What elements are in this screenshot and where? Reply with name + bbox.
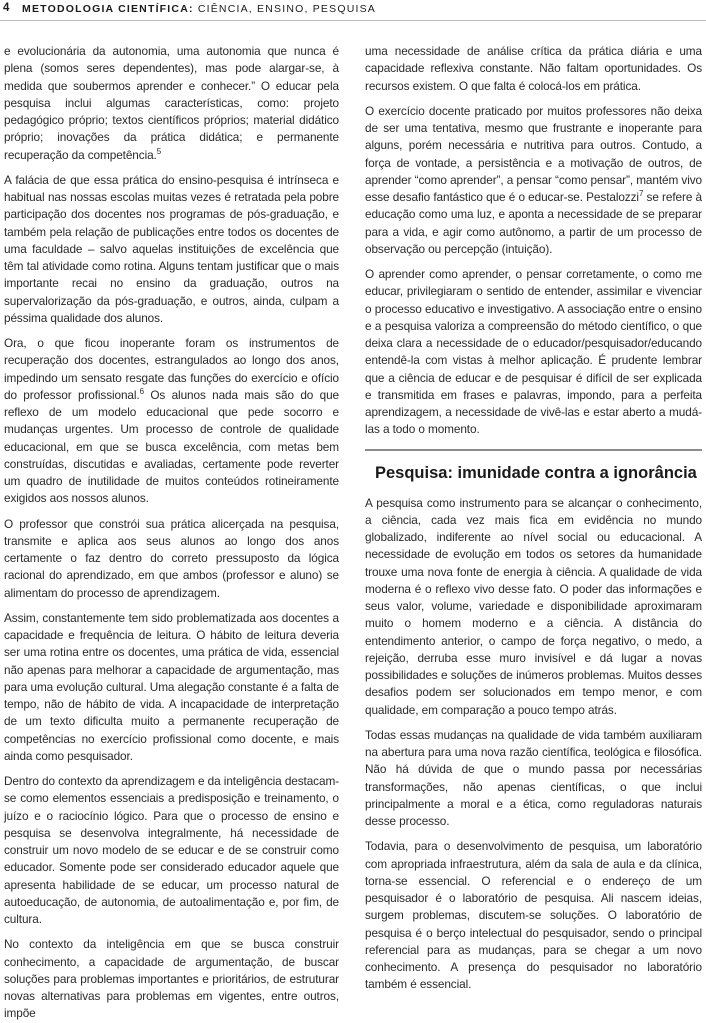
running-header xyxy=(0,0,706,21)
paragraph xyxy=(4,172,339,327)
right-column xyxy=(365,43,702,1000)
paragraph-text: Os alunos nada mais são do que reflexo de um modelo educacional que pede socorro e mudanças urgentes. Um processo de controle de qualidade educacional, em que se busca excelência, com metas bem construídas, discutidas e avaliadas, certamente pode reverter um quadro de inutilidade de muitos conteúdos rotineiramente exigidos aos nossos alunos. xyxy=(4,387,340,506)
paragraph-text: A falácia de que essa prática do ensino-pesquisa é intrínseca e habitual nas nossas escolas muitas vezes é retratada pela pobre participação dos docentes nos programas de pós-graduação, e também pela relação de publicações entre todos os docentes de uma faculdade – salvo aquelas instituições de excelência que têm tal atividade como rotina. Alguns tentam justificar que o mais importante recai no ensino da graduação, outros na supervalorização da pós-graduação, e outros, ainda, culpam a péssima qualidade dos alunos. xyxy=(4,172,339,325)
paragraph-text: Ora, o que ficou inoperante foram os instrumentos de recuperação dos docentes, estrangulados ao longo dos anos, impedindo um sensato resgate das funções do exercício e ofício do professor profissional. xyxy=(4,336,339,402)
running-title xyxy=(22,3,376,15)
paragraph-text: O aprender como aprender, o pensar corretamente, o como me educar, privilegiaram o sentido de entender, assimilar e vivenciar o processo educativo e investigativo. A associação entre o ensino e a pesquisa valoriza a compreensão do método científico, o que deixa clara a necessidade de o educador/pesquisador/educando entendê-la com vistas à melhor aplicação. É prudente lembrar que a ciência de educar e de pesquisar é difícil de ser explicada e transmitida em frases e palavras, impondo, para a perfeita aprendizagem, a necessidade de vivê-las e estar aberto a mudá-las a todo o momento. xyxy=(365,267,702,437)
paragraph-text: No contexto da inteligência em que se busca construir conhecimento, a capacidade de argumentação, de buscar soluções para problemas importantes e prioritários, de estruturar novas alternativas para problemas em vigentes, entre outros, impõe xyxy=(4,937,339,1021)
paragraph xyxy=(365,266,702,439)
paragraph-text: O professor que constrói sua prática alicerçada na pesquisa, transmite e aplica aos seus alunos ao longo dos anos certamente o faz dentro do correto pressuposto da lógica racional do aprendizado, em que ambos (professor e aluno) se alimentam do processo de aprendizagem. xyxy=(4,516,339,600)
paragraph-text: se refere à educação como uma luz, e aponta a necessidade de se preparar para a vida, e agir como autônomo, a partir de um processo de observação ou percepção (intuição). xyxy=(365,190,702,256)
paragraph xyxy=(365,43,702,95)
paragraph xyxy=(4,43,339,164)
running-title-bold: METODOLOGIA CIENTÍFICA: xyxy=(22,3,194,15)
paragraph xyxy=(4,335,339,508)
paragraph xyxy=(4,773,339,928)
paragraph xyxy=(365,838,702,993)
paragraph xyxy=(4,610,339,765)
footnote-ref: 7 xyxy=(638,189,644,199)
paragraph-text: O exercício docente praticado por muitos professores não deixa de ser uma tentativa, mesmo que frustrante e inoperante para alguns, porém necessária e nutritiva para outros. Contudo, a força de vontade, a persistência e a motivação de outros, de aprender “como aprender”, a pensar “como pensar”, mantém vivo esse desafio fantástico que é o educar-se. Pestalozzi xyxy=(365,103,702,204)
paragraph xyxy=(365,103,702,258)
paragraph-text: A pesquisa como instrumento para se alcançar o conhecimento, a ciência, cada vez mais fica em evidência no mundo globalizado, indiferente ao nível social ou educacional. A necessidade de evolução em todos os setores da humanidade trouxe uma nova fonte de energia à ciência. A qualidade de vida moderna é o reflexo vivo desse fato. O poder das informações e seus valor, volume, variedade e disponibilidade aproximaram muito o homem moderno e a ciência. A distância do entendimento anterior, o campo de força negativo, o medo, a rejeição, derruba esse muro invisível e dá lugar a novas possibilidades e soluções de inúmeros problemas. Muitos desses desafios podem ser solucionados em tempo menor, e com qualidade, em comparação a pouco tempo atrás. xyxy=(365,495,702,717)
footnote-ref: 6 xyxy=(139,386,144,396)
paragraph-text: Todas essas mudanças na qualidade de vida também auxiliaram na abertura para uma nova razão científica, teológica e filosófica. Não há dúvida de que o mundo passa por necessárias transformações, não apenas científicas, o que inclui principalmente a moral e a ética, como reguladoras naturais desse processo. xyxy=(365,727,702,828)
paragraph xyxy=(365,495,702,719)
paragraph-text: Assim, constantemente tem sido problematizada aos docentes a capacidade e frequência de leitura. O hábito de leitura deveria ser uma rotina entre os docentes, uma prática de vida, essencial não apenas para melhorar a capacidade de argumentação, mas para uma evolução cultural. Uma alegação constante é a falta de tempo, não de hábito de vida. A incapacidade de interpretação de um texto dificulta muito a permanente recuperação de competências no exercício profissional como docente, e mais ainda como pesquisador. xyxy=(4,610,339,763)
section-title: Pesquisa: imunidade contra a ignorância xyxy=(365,449,702,483)
paragraph-text: uma necessidade de análise crítica da prática diária e uma capacidade reflexiva constante. Não faltam oportunidades. Os recursos existem. O que falta é colocá-los em prática. xyxy=(365,44,702,93)
paragraph-text: e evolucionária da autonomia, uma autonomia que nunca é plena (somos seres dependentes), mas pode alargar-se, à medida que soubermos aprender e conhecer.” O educar pela pesquisa inclui algumas características, como: projeto pedagógico próprio; textos científicos próprios; material didático próprio; inovações da prática didática; e permanente recuperação da competência. xyxy=(4,44,339,162)
paragraph-text: Todavia, para o desenvolvimento de pesquisa, um laboratório com apropriada infraestrutura, além da sala de aula e da clínica, torna-se essencial. O referencial e o endereço de um pesquisador é o laboratório de pesquisa. Ali nascem ideias, surgem problemas, discutem-se soluções. O laboratório de pesquisa é o berço intelectual do pesquisador, sendo o principal referencial para as mudanças, para se chegar a um novo conhecimento. A presença do pesquisador no laboratório também é essencial. xyxy=(365,839,702,992)
paragraph xyxy=(4,516,339,602)
footnote-ref: 5 xyxy=(156,146,162,156)
paragraph xyxy=(4,936,339,1022)
left-column xyxy=(4,43,340,1021)
paragraph xyxy=(365,727,702,831)
running-title-rest: CIÊNCIA, ENSINO, PESQUISA xyxy=(197,3,377,15)
paragraph-text: Dentro do contexto da aprendizagem e da inteligência destacam-se como elementos essenciais a predisposição e treinamento, o juízo e o raciocínio lógico. Para que o processo de ensino e pesquisa se desenvolva integralmente, há necessidade de construir um novo modelo de se educar e de se construir como educador. Somente pode ser considerado educador aquele que apresenta habilidade de se educar, um processo natural de autoeducação, de autonomia, de autoalimentação e, por fim, de cultura. xyxy=(4,774,339,926)
page-number: 4 xyxy=(3,2,10,14)
